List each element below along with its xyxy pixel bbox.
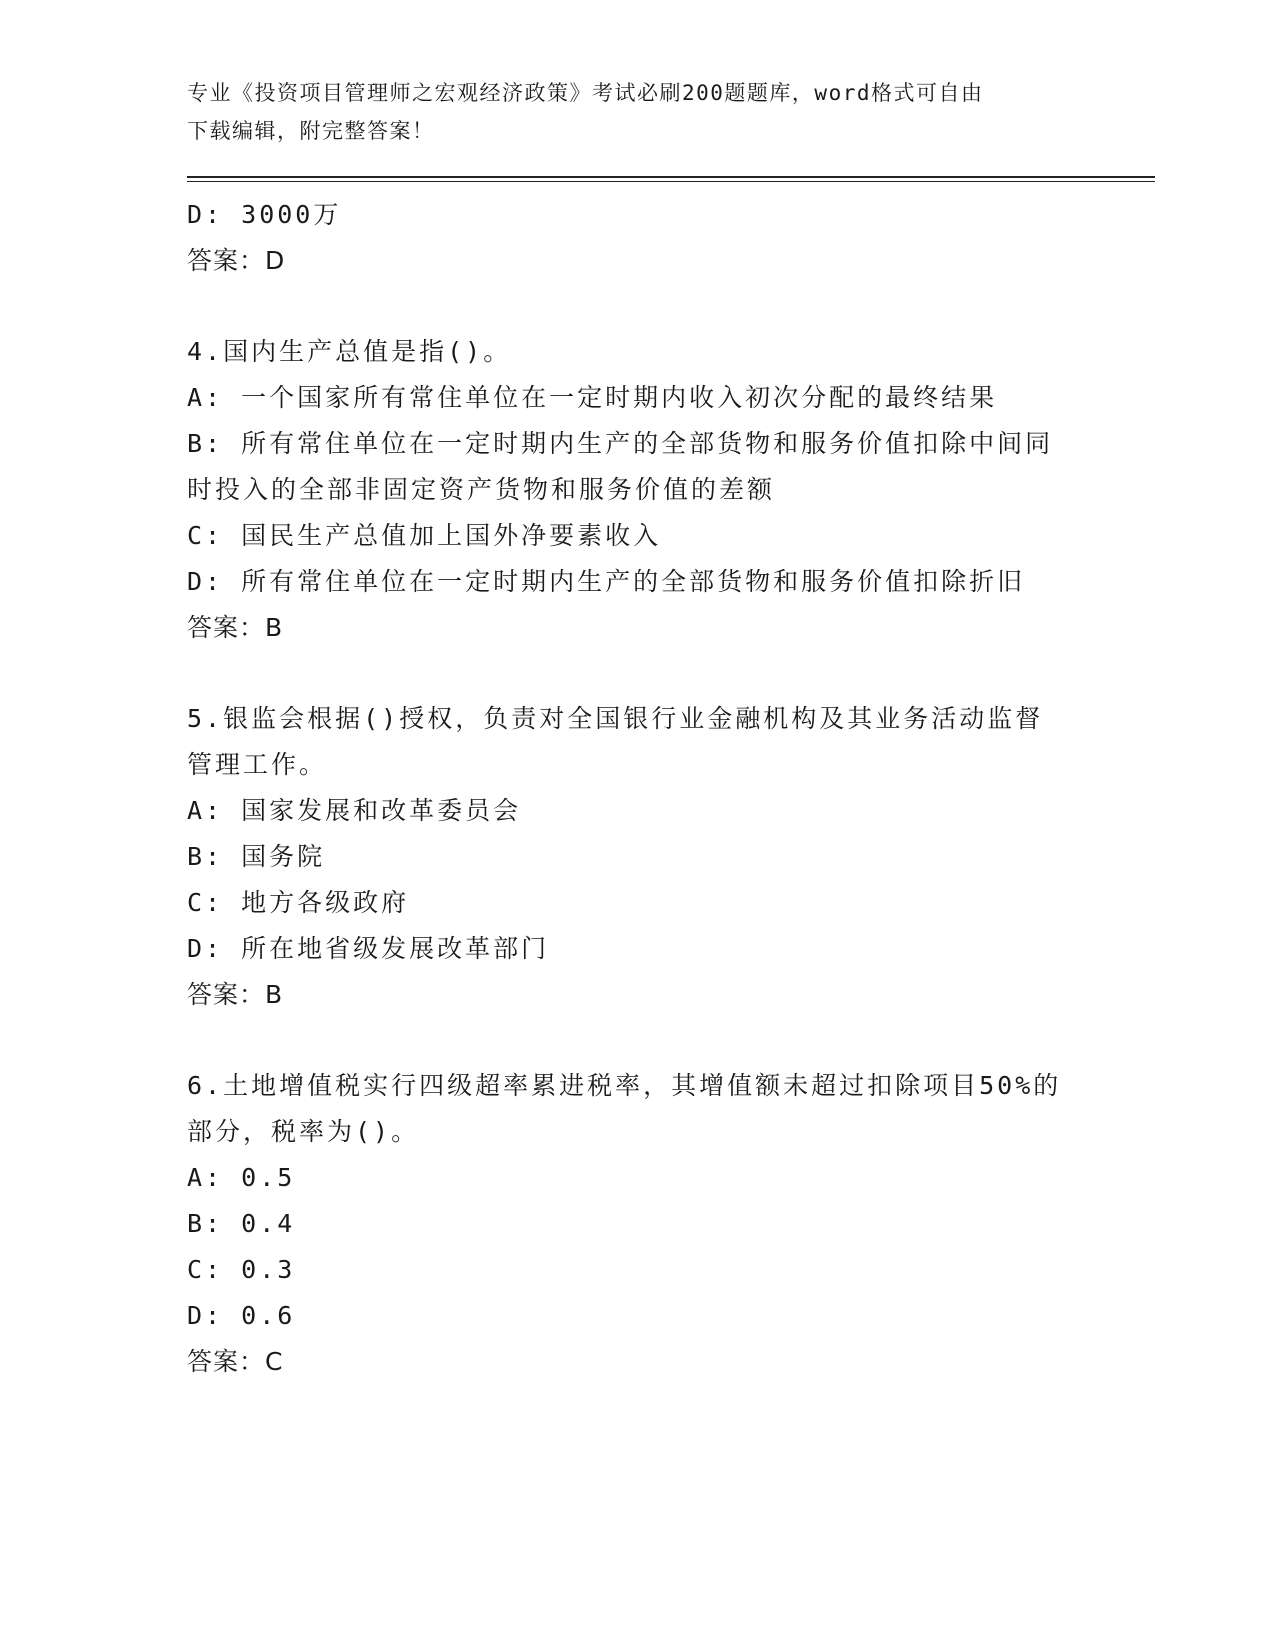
question-stem-continued: 管理工作。 [187,750,328,779]
answer: 答案：B [187,980,284,1009]
header-divider-thick [187,176,1155,178]
document-header [187,74,1067,150]
option-d: D: 所有常住单位在一定时期内生产的全部货物和服务价值扣除折旧 [187,567,1026,596]
option-b: B: 0.4 [187,1209,296,1238]
option-c: C: 国民生产总值加上国外净要素收入 [187,521,662,550]
header-line-2: 下载编辑，附完整答案！ [187,119,435,143]
question-stem: 5.银监会根据()授权，负责对全国银行业金融机构及其业务活动监督 [187,704,1044,733]
option-d: D: 所在地省级发展改革部门 [187,934,550,963]
question-3-tail [187,192,1087,284]
question-5 [187,696,1087,1018]
spacer [187,1018,1087,1063]
option-d: D: 3000万 [187,200,342,229]
question-stem-continued: 部分，税率为()。 [187,1117,420,1146]
option-d: D: 0.6 [187,1301,296,1330]
spacer [187,284,1087,329]
option-c: C: 地方各级政府 [187,888,410,917]
option-a: A: 国家发展和改革委员会 [187,796,522,825]
spacer [187,651,1087,696]
answer: 答案：D [187,246,286,275]
option-a: A: 0.5 [187,1163,296,1192]
header-divider-thin [187,181,1155,182]
option-b: B: 所有常住单位在一定时期内生产的全部货物和服务价值扣除中间同 [187,429,1054,458]
question-4 [187,329,1087,651]
question-6 [187,1063,1087,1385]
option-c: C: 0.3 [187,1255,296,1284]
option-a: A: 一个国家所有常住单位在一定时期内收入初次分配的最终结果 [187,383,998,412]
question-stem: 6.土地增值税实行四级超率累进税率，其增值额未超过扣除项目50%的 [187,1071,1062,1100]
option-b-continued: 时投入的全部非固定资产货物和服务价值的差额 [187,475,776,504]
question-stem: 4.国内生产总值是指()。 [187,337,512,366]
answer: 答案：B [187,613,284,642]
option-b: B: 国务院 [187,842,326,871]
question-list [187,192,1087,1385]
answer: 答案：C [187,1347,284,1376]
header-line-1: 专业《投资项目管理师之宏观经济政策》考试必刷200题题库，word格式可自由 [187,81,984,105]
